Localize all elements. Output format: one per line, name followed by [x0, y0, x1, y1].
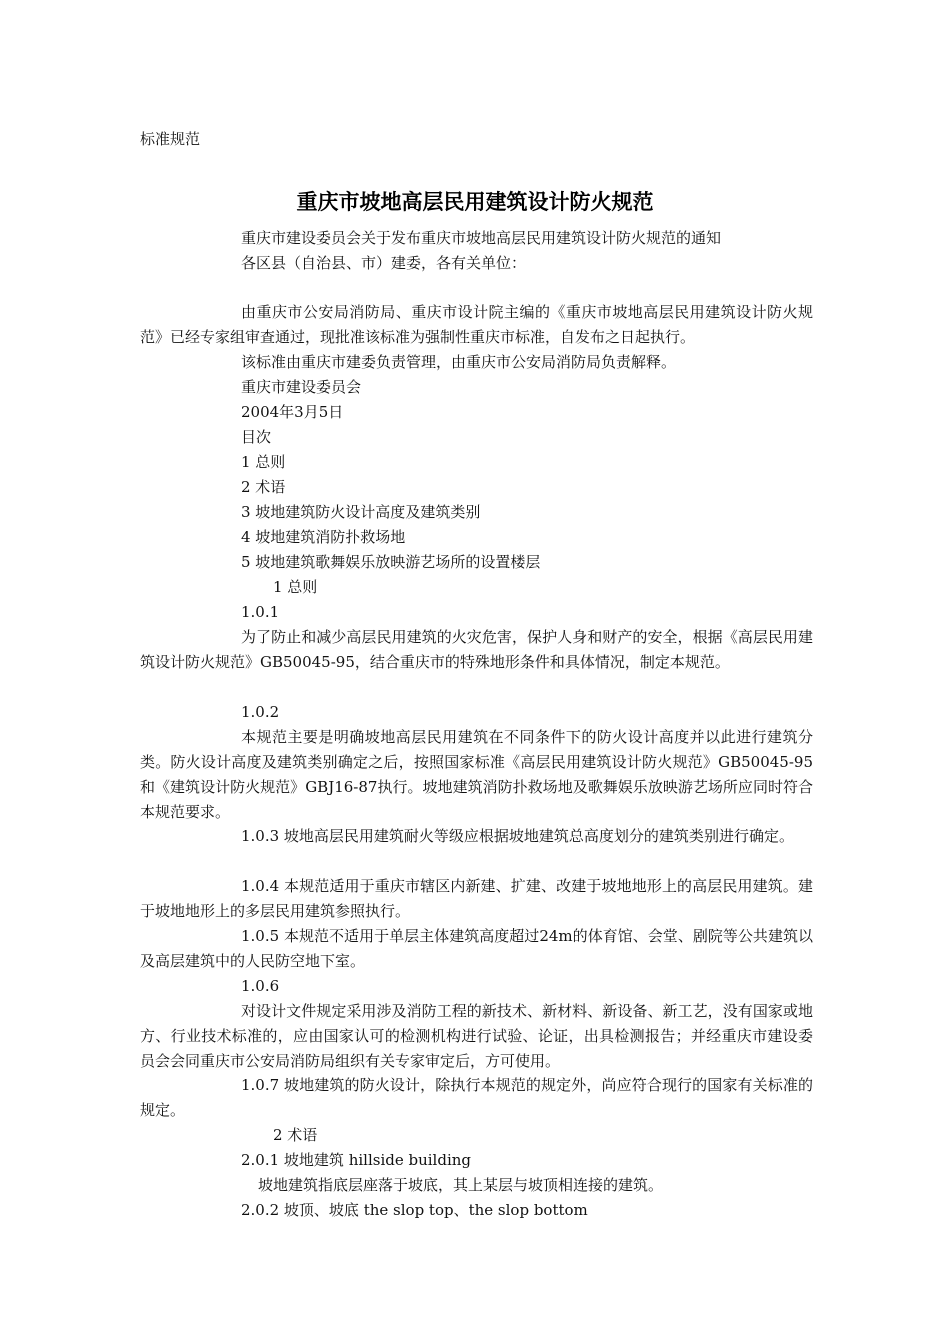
clause: 1.0.5 本规范不适用于单层主体建筑高度超过24m的体育馆、会堂、剧院等公共建筑以及高层建筑中的人民防空地下室。 [140, 927, 813, 970]
toc-item: 3 坡地建筑防火设计高度及建筑类别 [241, 503, 481, 521]
issuer: 重庆市建设委员会 [241, 378, 362, 396]
clause: 1.0.4 本规范适用于重庆市辖区内新建、扩建、改建于坡地地形上的高层民用建筑。建于坡地地形上的多层民用建筑参照执行。 [140, 877, 813, 920]
notice-body: 由重庆市公安局消防局、重庆市设计院主编的《重庆市坡地高层民用建筑设计防火规范》已经专家组审查通过，现批准该标准为强制性重庆市标准，自发布之日起执行。 [140, 303, 813, 346]
toc-item: 4 坡地建筑消防扑救场地 [241, 528, 406, 546]
term-definition: 坡地建筑指底层座落于坡底，其上某层与坡顶相连接的建筑。 [258, 1176, 664, 1194]
toc-item: 5 坡地建筑歌舞娱乐放映游艺场所的设置楼层 [241, 553, 541, 571]
section-heading: 1 总则 [273, 578, 318, 596]
clause-text: 对设计文件规定采用涉及消防工程的新技术、新材料、新设备、新工艺，没有国家或地方、行业技术标准的，应由国家认可的检测机构进行试验、论证，出具检测报告；并经重庆市建设委员会会同重庆市公安局消防局组织有关专家审定后，方可使用。 [140, 1002, 813, 1070]
clause-number: 1.0.1 [241, 603, 280, 621]
clause-number: 1.0.6 [241, 977, 280, 995]
clause-text: 为了防止和减少高层民用建筑的火灾危害，保护人身和财产的安全，根据《高层民用建筑设计防火规范》GB50045-95，结合重庆市的特殊地形条件和具体情况，制定本规范。 [140, 628, 813, 671]
toc-heading: 目次 [241, 428, 272, 446]
header-label: 标准规范 [140, 130, 201, 148]
clause: 1.0.7 坡地建筑的防火设计，除执行本规范的规定外，尚应符合现行的国家有关标准的规定。 [140, 1076, 813, 1119]
document-title: 重庆市坡地高层民用建筑设计防火规范 [296, 190, 654, 214]
term-heading: 2.0.1 坡地建筑 hillside building [241, 1151, 472, 1169]
notice-management: 该标准由重庆市建委负责管理，由重庆市公安局消防局负责解释。 [241, 353, 677, 371]
issue-date: 2004年3月5日 [241, 403, 344, 421]
notice-title: 重庆市建设委员会关于发布重庆市坡地高层民用建筑设计防火规范的通知 [241, 229, 722, 247]
clause: 1.0.3 坡地高层民用建筑耐火等级应根据坡地建筑总高度划分的建筑类别进行确定。 [241, 827, 794, 845]
clause-number: 1.0.2 [241, 703, 280, 721]
addressee: 各区县（自治县、市）建委，各有关单位： [241, 254, 527, 272]
toc-item: 2 术语 [241, 478, 286, 496]
section-heading: 2 术语 [273, 1126, 318, 1144]
term-heading: 2.0.2 坡顶、坡底 the slop top、the slop bottom [241, 1201, 588, 1219]
toc-item: 1 总则 [241, 453, 286, 471]
clause-text: 本规范主要是明确坡地高层民用建筑在不同条件下的防火设计高度并以此进行建筑分类。防火设计高度及建筑类别确定之后，按照国家标准《高层民用建筑设计防火规范》GB50045-95和《建筑设计防火规范》GBJ16-87执行。坡地建筑消防扑救场地及歌舞娱乐放映游艺场所应同时符合本规范要求。 [140, 728, 813, 821]
